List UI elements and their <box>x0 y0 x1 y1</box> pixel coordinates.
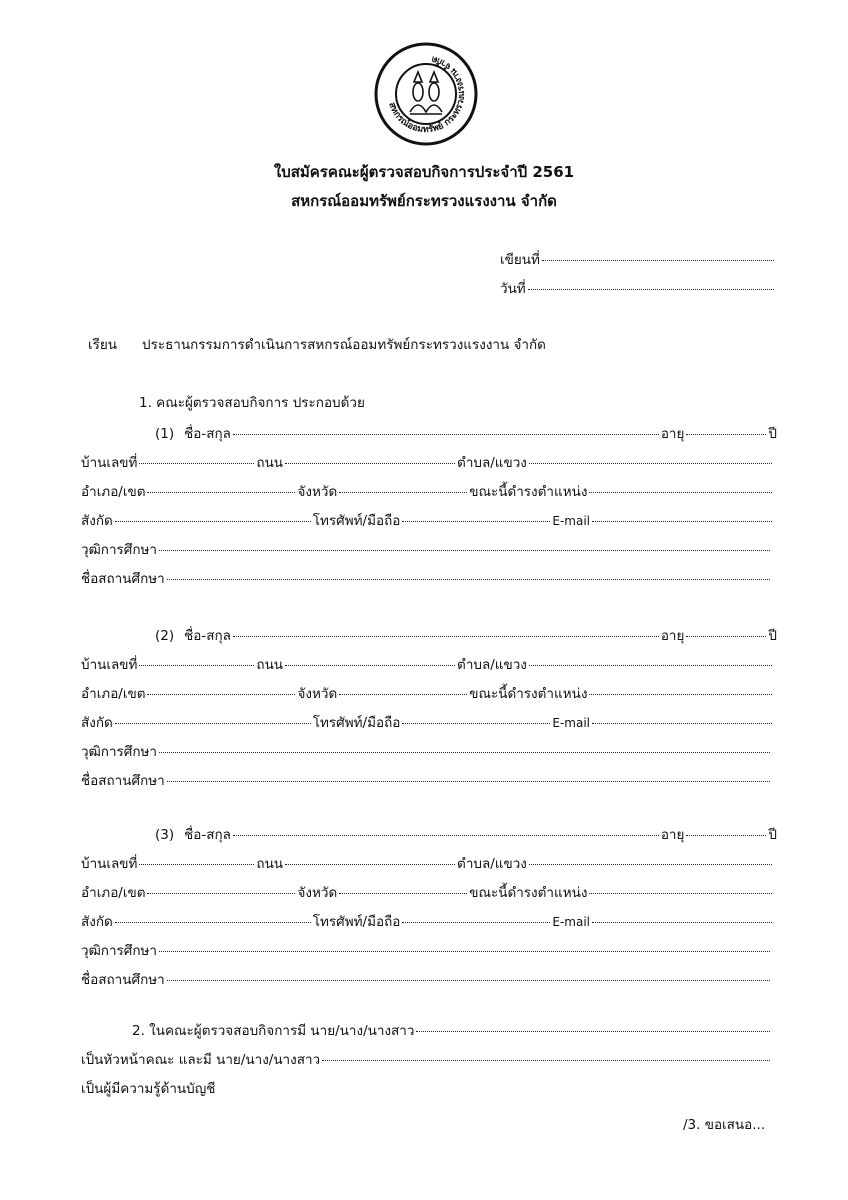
member-3-district-label: อำเภอ/เขต <box>81 885 146 901</box>
member-2-affiliation-label: สังกัด <box>81 715 113 731</box>
member-1-year-label: ปี <box>768 426 777 442</box>
member-1-number: (1) <box>155 426 175 442</box>
member-3-school-label: ชื่อสถานศึกษา <box>81 972 165 988</box>
member-2-district-label: อำเภอ/เขต <box>81 686 146 702</box>
section-2-line-3: เป็นผู้มีความรู้ด้านบัญชี <box>81 1081 216 1097</box>
member-2-school-row <box>81 769 772 791</box>
member-2-house-no-field[interactable] <box>139 665 254 666</box>
member-2-name-field[interactable] <box>233 636 659 637</box>
accounting-member-name-field[interactable] <box>322 1060 770 1061</box>
written-at-field[interactable] <box>542 260 774 261</box>
cooperative-seal-logo <box>374 42 478 146</box>
member-3-position-field[interactable] <box>589 893 772 894</box>
member-1-subdistrict-field[interactable] <box>529 463 772 464</box>
member-1-road-field[interactable] <box>285 463 455 464</box>
member-2-age-field[interactable] <box>686 636 766 637</box>
member-1-school-field[interactable] <box>167 579 770 580</box>
member-2-affiliation-field[interactable] <box>115 723 311 724</box>
member-3-house-no-label: บ้านเลขที่ <box>81 856 138 872</box>
member-2-phone-label: โทรศัพท์/มือถือ <box>312 715 401 731</box>
section-2-row-2 <box>81 1048 772 1070</box>
member-3-age-field[interactable] <box>686 835 766 836</box>
page-title: ใบสมัครคณะผู้ตรวจสอบกิจการประจำปี 2561 <box>273 163 575 181</box>
member-2-email-label: E-mail <box>552 716 591 730</box>
chairman-name-field[interactable] <box>416 1031 770 1032</box>
member-1-province-field[interactable] <box>339 492 467 493</box>
member-3-name-field[interactable] <box>233 835 659 836</box>
member-1-name-label: ชื่อ-สกุล <box>184 426 231 442</box>
member-2-number: (2) <box>155 628 175 644</box>
member-3-education-row <box>81 939 772 961</box>
member-3-age-label: อายุ <box>660 827 685 843</box>
member-2-phone-field[interactable] <box>402 723 550 724</box>
member-3-address-row <box>81 852 774 874</box>
member-2-education-field[interactable] <box>159 752 770 753</box>
member-3-contact-row <box>81 910 774 932</box>
member-2-education-row <box>81 740 772 762</box>
member-3-affiliation-field[interactable] <box>115 922 311 923</box>
member-1-education-row <box>81 538 772 560</box>
member-1-affiliation-label: สังกัด <box>81 513 113 529</box>
member-3-province-label: จังหวัด <box>297 885 338 901</box>
member-1-position-field[interactable] <box>589 492 772 493</box>
member-2-position-field[interactable] <box>589 694 772 695</box>
member-3-road-label: ถนน <box>256 856 284 872</box>
continuation-marker: /3. ขอเสนอ... <box>683 1117 766 1133</box>
written-at-row <box>500 248 776 270</box>
member-2-contact-row <box>81 711 774 733</box>
svg-text:สหกรณ์ออมทรัพย์ กระทรวงแรงงาน: สหกรณ์ออมทรัพย์ กระทรวงแรงงาน จำกัด <box>386 53 468 136</box>
written-at-label: เขียนที่ <box>500 252 540 268</box>
member-1-subdistrict-label: ตำบล/แขวง <box>457 455 527 471</box>
member-2-house-no-label: บ้านเลขที่ <box>81 657 138 673</box>
salutation-recipient: ประธานกรรมการดำเนินการสหกรณ์ออมทรัพย์กระทรวงแรงงาน จำกัด <box>142 337 546 353</box>
member-1-province-label: จังหวัด <box>297 484 338 500</box>
member-2-subdistrict-field[interactable] <box>529 665 772 666</box>
member-3-province-field[interactable] <box>339 893 467 894</box>
member-3-subdistrict-label: ตำบล/แขวง <box>457 856 527 872</box>
page-subtitle: สหกรณ์ออมทรัพย์กระทรวงแรงงาน จำกัด <box>291 192 557 210</box>
member-1-position-label: ขณะนี้ดำรงตำแหน่ง <box>469 484 588 500</box>
member-1-phone-field[interactable] <box>402 521 550 522</box>
member-1-address-row <box>81 451 774 473</box>
member-3-house-no-field[interactable] <box>139 864 254 865</box>
member-2-district-row <box>81 682 774 704</box>
member-2-name-label: ชื่อ-สกุล <box>184 628 231 644</box>
member-3-email-field[interactable] <box>592 922 772 923</box>
member-1-education-label: วุฒิการศึกษา <box>81 542 158 558</box>
section-2-line-2: เป็นหัวหน้าคณะ และมี นาย/นาง/นางสาว <box>81 1052 321 1068</box>
member-2-province-label: จังหวัด <box>297 686 338 702</box>
member-3-road-field[interactable] <box>285 864 455 865</box>
member-3-education-label: วุฒิการศึกษา <box>81 943 158 959</box>
member-1-age-label: อายุ <box>660 426 685 442</box>
member-1-house-no-field[interactable] <box>139 463 254 464</box>
member-3-education-field[interactable] <box>159 951 770 952</box>
member-1-district-field[interactable] <box>147 492 295 493</box>
member-1-district-row <box>81 480 774 502</box>
member-1-district-label: อำเภอ/เขต <box>81 484 146 500</box>
member-3-year-label: ปี <box>768 827 777 843</box>
member-1-name-field[interactable] <box>233 434 659 435</box>
date-label: วันที่ <box>500 281 526 297</box>
member-1-phone-label: โทรศัพท์/มือถือ <box>312 513 401 529</box>
member-2-address-row <box>81 653 774 675</box>
member-2-road-field[interactable] <box>285 665 455 666</box>
member-2-position-label: ขณะนี้ดำรงตำแหน่ง <box>469 686 588 702</box>
member-1-school-row <box>81 567 772 589</box>
member-3-school-field[interactable] <box>167 980 770 981</box>
date-row <box>500 277 776 299</box>
section-2-line-1: 2. ในคณะผู้ตรวจสอบกิจการมี นาย/นาง/นางสาว <box>132 1023 415 1039</box>
member-3-district-row <box>81 881 774 903</box>
member-3-name-label: ชื่อ-สกุล <box>184 827 231 843</box>
section-2-row-1 <box>132 1019 772 1041</box>
member-2-name-row <box>155 624 777 646</box>
member-1-email-label: E-mail <box>552 514 591 528</box>
member-2-road-label: ถนน <box>256 657 284 673</box>
member-3-number: (3) <box>155 827 175 843</box>
member-1-name-row <box>155 422 777 444</box>
salutation-label: เรียน <box>88 337 118 353</box>
member-3-school-row <box>81 968 772 990</box>
member-3-name-row <box>155 823 777 845</box>
member-1-email-field[interactable] <box>592 521 772 522</box>
member-2-school-field[interactable] <box>167 781 770 782</box>
member-2-age-label: อายุ <box>660 628 685 644</box>
member-2-school-label: ชื่อสถานศึกษา <box>81 773 165 789</box>
member-1-contact-row <box>81 509 774 531</box>
member-1-school-label: ชื่อสถานศึกษา <box>81 571 165 587</box>
member-3-email-label: E-mail <box>552 915 591 929</box>
member-3-subdistrict-field[interactable] <box>529 864 772 865</box>
member-1-house-no-label: บ้านเลขที่ <box>81 455 138 471</box>
member-3-position-label: ขณะนี้ดำรงตำแหน่ง <box>469 885 588 901</box>
member-2-education-label: วุฒิการศึกษา <box>81 744 158 760</box>
member-2-district-field[interactable] <box>147 694 295 695</box>
member-2-subdistrict-label: ตำบล/แขวง <box>457 657 527 673</box>
member-3-district-field[interactable] <box>147 893 295 894</box>
member-3-phone-field[interactable] <box>402 922 550 923</box>
member-1-affiliation-field[interactable] <box>115 521 311 522</box>
member-3-phone-label: โทรศัพท์/มือถือ <box>312 914 401 930</box>
member-2-year-label: ปี <box>768 628 777 644</box>
member-1-age-field[interactable] <box>686 434 766 435</box>
member-2-email-field[interactable] <box>592 723 772 724</box>
member-1-education-field[interactable] <box>159 550 770 551</box>
member-3-affiliation-label: สังกัด <box>81 914 113 930</box>
member-1-road-label: ถนน <box>256 455 284 471</box>
section-1-heading: 1. คณะผู้ตรวจสอบกิจการ ประกอบด้วย <box>139 395 365 411</box>
date-field[interactable] <box>528 289 774 290</box>
member-2-province-field[interactable] <box>339 694 467 695</box>
